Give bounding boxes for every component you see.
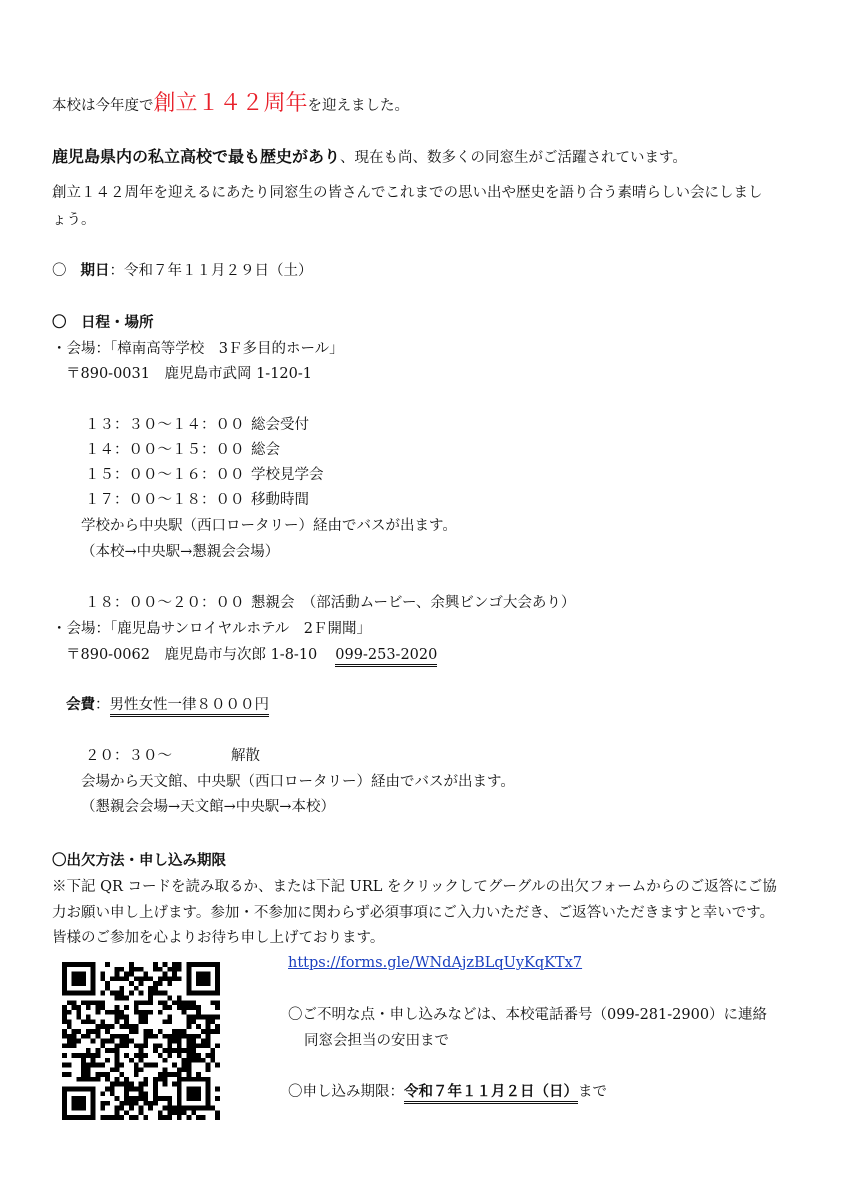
schedule-heading: 〇 日程・場所	[52, 314, 154, 331]
venue2-line: ・会場：「鹿児島サンロイヤルホテル 2Ｆ開聞」	[52, 621, 371, 637]
venue2-address-line	[66, 645, 437, 665]
schedule-item	[85, 415, 309, 435]
fee-label: 会費	[66, 696, 95, 713]
rsvp-para-1: ※下記 QR コードを読み取るか、または下記 URL をクリックしてグーグルの出欠フォームからのご返答にご協	[52, 879, 777, 895]
bus-route-2: （懇親会会場→天文館→中央駅→本校）	[81, 799, 335, 815]
fee-value: 男性女性一律８０００円	[110, 697, 270, 717]
schedule-item	[85, 465, 324, 485]
closing-event: 解散	[231, 748, 260, 764]
party-event: 懇親会 （部活動ムービー、余興ビンゴ大会あり）	[251, 595, 576, 611]
intro-line-4: ょう。	[52, 212, 96, 228]
rsvp-para-2: 力お願い申し上げます。参加・不参加に関わらず必須事項にご入力いただき、ご返答いただきますと幸いです。	[52, 905, 775, 921]
schedule-item	[85, 490, 309, 510]
schedule-item-event: 総会	[251, 442, 280, 458]
date-line	[52, 261, 313, 281]
schedule-item-event: 総会受付	[251, 417, 309, 433]
date-bullet: 〇	[52, 263, 67, 279]
schedule-item-time: １３：３０～１４：００	[85, 417, 245, 433]
rsvp-heading: 〇出欠方法・申し込み期限	[52, 852, 226, 869]
schedule-item	[85, 440, 280, 460]
venue2-phone: 099-253-2020	[335, 647, 437, 667]
contact-line-2: 同窓会担当の安田まで	[304, 1033, 449, 1049]
deadline-line	[288, 1082, 607, 1102]
date-label: 期日	[80, 262, 110, 279]
rsvp-para-3: 皆様のご参加を心よりお待ち申し上げております。	[52, 930, 385, 946]
rsvp-url-line	[288, 953, 582, 973]
contact-line-1: 〇ご不明な点・申し込みなどは、本校電話番号（099-281-2900）に連絡	[288, 1007, 768, 1023]
schedule-item-time: １７：００～１８：００	[85, 492, 245, 508]
deadline-value: 令和７年１１月２日（日）	[404, 1083, 578, 1104]
fee-separator: ：	[95, 697, 110, 713]
fee-line	[66, 695, 269, 715]
history-emphasis: 鹿児島県内の私立高校で最も歴史があり	[52, 147, 341, 166]
venue1-address: 〒890-0031 鹿児島市武岡 1-120-1	[66, 366, 313, 382]
schedule-item-event: 学校見学会	[251, 467, 324, 483]
anniversary-highlight: 創立１４２周年	[153, 91, 308, 116]
intro-line-2	[52, 147, 687, 168]
schedule-item-time: １４：００～１５：００	[85, 442, 245, 458]
bus-note-1: 学校から中央駅（西口ロータリー）経由でバスが出ます。	[81, 518, 457, 534]
intro-line-1	[52, 92, 409, 118]
venue2-address: 〒890-0062 鹿児島市与次郎 1-8-10	[66, 647, 318, 663]
intro-line-2-rest: 、現在も尚、数多くの同窓生がご活躍されています。	[340, 150, 687, 166]
intro-line-3: 創立１４２周年を迎えるにあたり同窓生の皆さんでこれまでの思い出や歴史を語り合う素晴らしい会にしまし	[52, 185, 763, 201]
party-line	[85, 593, 575, 613]
bus-route-1: （本校→中央駅→懇親会会場）	[81, 544, 280, 560]
rsvp-form-link[interactable]: https://forms.gle/WNdAjzBLqUyKqKTx7	[288, 955, 583, 971]
deadline-label: 〇申し込み期限：	[288, 1084, 404, 1100]
intro-text-post: を迎えました。	[307, 98, 410, 114]
venue1-line: ・会場：「樟南高等学校 3Ｆ多目的ホール」	[52, 341, 344, 357]
bus-note-2: 会場から天文館、中央駅（西口ロータリー）経由でバスが出ます。	[81, 774, 515, 790]
schedule-item-time: １５：００～１６：００	[85, 467, 245, 483]
party-time: １８：００～２０：００	[85, 595, 245, 611]
date-value: ：令和７年１１月２９日（土）	[109, 263, 313, 279]
qr-code-icon[interactable]	[62, 962, 220, 1120]
closing-time: ２０：３０～	[85, 748, 172, 764]
deadline-post: まで	[578, 1084, 607, 1100]
schedule-item-event: 移動時間	[251, 492, 309, 508]
intro-text-pre: 本校は今年度で	[52, 98, 154, 114]
closing-line	[85, 746, 260, 766]
